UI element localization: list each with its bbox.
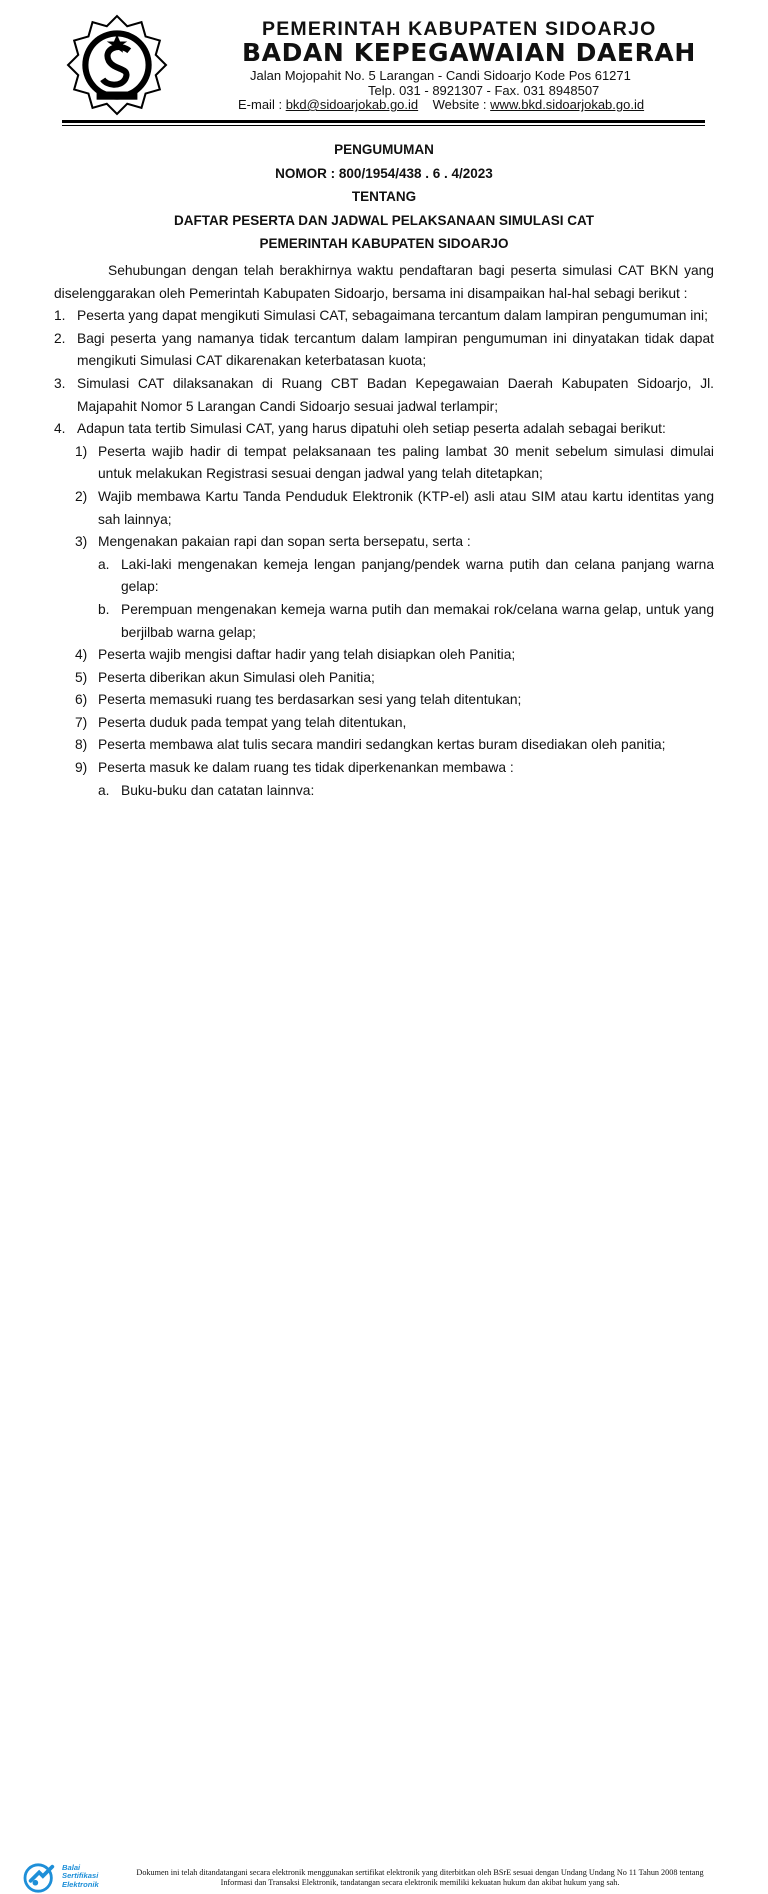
prohibited-item <box>98 780 714 803</box>
dress-item <box>98 599 714 644</box>
list-item <box>54 305 714 328</box>
list-text: Peserta yang dapat mengikuti Simulasi CAT, sebagaimana tercantum dalam lampiran pengumuman ini; <box>77 308 708 324</box>
announcement-heading <box>0 138 768 256</box>
rule-number: 4) <box>75 647 88 663</box>
rule-number: 3) <box>75 534 88 550</box>
agency-phone: Telp. 031 - 8921307 - Fax. 031 8948507 <box>368 83 600 98</box>
rule-text: Peserta membawa alat tulis secara mandiri sedangkan kertas buram disediakan oleh panitia; <box>98 737 666 753</box>
rule-text: Mengenakan pakaian rapi dan sopan serta bersepatu, serta : <box>98 534 471 550</box>
dress-letter: b. <box>98 601 110 617</box>
heading-line-3: TENTANG <box>351 189 417 204</box>
dress-text: Laki-laki mengenakan kemeja lengan panjang/pendek warna putih dan celana panjang warna gelap: <box>121 556 714 595</box>
announcement-body <box>54 260 714 802</box>
rule-number: 8) <box>75 737 88 753</box>
email-label: E-mail : <box>238 97 283 112</box>
heading-line-1: PENGUMUMAN <box>334 142 434 157</box>
agency-address: Jalan Mojopahit No. 5 Larangan - Candi Sidoarjo Kode Pos 61271 <box>250 68 631 83</box>
rule-item <box>75 667 714 690</box>
list-text: Simulasi CAT dilaksanakan di Ruang CBT Badan Kepegawaian Daerah Kabupaten Sidoarjo, Jl. Majapahit Nomor 5 Larangan Candi Sidoarjo sesuai jadwal terlampir; <box>77 375 714 414</box>
website-link[interactable]: www.bkd.sidoarjokab.go.id <box>490 97 645 112</box>
bsre-wordmark <box>62 1864 99 1889</box>
heading-line-5: PEMERINTAH KABUPATEN SIDOARJO <box>259 236 509 251</box>
rule-item <box>75 644 714 667</box>
list-item <box>54 373 714 418</box>
esign-footer <box>0 928 768 1889</box>
bsre-logo-icon <box>22 1862 60 1894</box>
rule-number: 1) <box>75 443 88 459</box>
email-link[interactable]: bkd@sidoarjokab.go.id <box>285 97 419 112</box>
rule-number: 2) <box>75 488 88 504</box>
dress-text: Perempuan mengenakan kemeja warna putih dan memakai rok/celana warna gelap, untuk yang berjilbab warna gelap; <box>121 601 714 640</box>
dress-item <box>98 554 714 599</box>
list-item <box>54 328 714 373</box>
rule-item <box>75 531 714 554</box>
rule-item <box>75 734 714 757</box>
sidoarjo-emblem-icon <box>66 14 168 116</box>
rule-text: Peserta duduk pada tempat yang telah ditentukan, <box>98 714 407 730</box>
list-number: 1. <box>54 308 66 324</box>
rule-item <box>75 689 714 712</box>
list-number: 3. <box>54 375 66 391</box>
prohibited-text: Buku-buku dan catatan lainnva: <box>121 782 315 798</box>
dress-letter: a. <box>98 556 110 572</box>
agency-name: BADAN KEPEGAWAIAN DAERAH <box>242 38 696 67</box>
rule-text: Peserta memasuki ruang tes berdasarkan sesi yang telah ditentukan; <box>98 692 522 708</box>
rule-item <box>75 486 714 531</box>
esign-note: Dokumen ini telah ditandatangani secara elektronik menggunakan sertifikat elektronik yang diterbitkan oleh BSrE sesuai dengan Undang Undang No 11 Tahun 2008 tentang Informasi dan Transaksi Elektronik, tandatangan secara elektronik memiliki kekuatan hukum dan akibat hukum yang sah. <box>136 1868 704 1888</box>
bsre-line-1: Balai <box>62 1863 81 1872</box>
heading-line-4: DAFTAR PESERTA DAN JADWAL PELAKSANAAN SIMULASI CAT <box>173 212 594 228</box>
rule-number: 6) <box>75 692 88 708</box>
letterhead <box>0 0 768 130</box>
rule-item <box>75 757 714 780</box>
letterhead-rule-thin <box>62 125 705 126</box>
bsre-line-2: Sertifikasi <box>62 1871 99 1881</box>
government-name: PEMERINTAH KABUPATEN SIDOARJO <box>262 18 657 40</box>
list-text: Bagi peserta yang namanya tidak tercantum dalam lampiran pengumuman ini dinyatakan tidak dapat mengikuti Simulasi CAT dikarenakan keterbatasan kuota; <box>77 330 714 369</box>
letterhead-rule-thick <box>62 120 705 123</box>
rule-text: Peserta diberikan akun Simulasi oleh Panitia; <box>98 669 375 685</box>
rule-text: Peserta masuk ke dalam ruang tes tidak diperkenankan membawa : <box>98 760 514 776</box>
rule-text: Wajib membawa Kartu Tanda Penduduk Elektronik (KTP-el) asli atau SIM atau kartu identitas yang sah lainnya; <box>98 488 714 527</box>
list-number: 2. <box>54 330 66 346</box>
list-item <box>54 418 714 441</box>
list-text: Adapun tata tertib Simulasi CAT, yang harus dipatuhi oleh setiap peserta adalah sebagai berikut: <box>77 421 666 437</box>
rule-text: Peserta wajib mengisi daftar hadir yang telah disiapkan oleh Panitia; <box>98 647 516 663</box>
rule-number: 9) <box>75 760 88 776</box>
rule-item <box>75 712 714 735</box>
list-number: 4. <box>54 421 66 437</box>
rule-number: 5) <box>75 669 88 685</box>
intro-paragraph: Sehubungan dengan telah berakhirnya waktu pendaftaran bagi peserta simulasi CAT BKN yang diselenggarakan oleh Pemerintah Kabupaten Sidoarjo, bersama ini disampaikan hal-hal sebagi berikut : <box>54 263 714 301</box>
rule-number: 7) <box>75 714 88 730</box>
contact-line <box>238 97 644 112</box>
prohibited-letter: a. <box>98 782 110 798</box>
heading-line-2: NOMOR : 800/1954/438 . 6 . 4/2023 <box>275 165 493 181</box>
website-label: Website : <box>432 97 487 112</box>
rule-item <box>75 441 714 486</box>
rule-text: Peserta wajib hadir di tempat pelaksanaan tes paling lambat 30 menit sebelum simulasi dimulai untuk melakukan Registrasi sesuai dengan jadwal yang telah ditetapkan; <box>98 443 714 482</box>
bsre-line-3: Elektronik <box>62 1879 99 1889</box>
